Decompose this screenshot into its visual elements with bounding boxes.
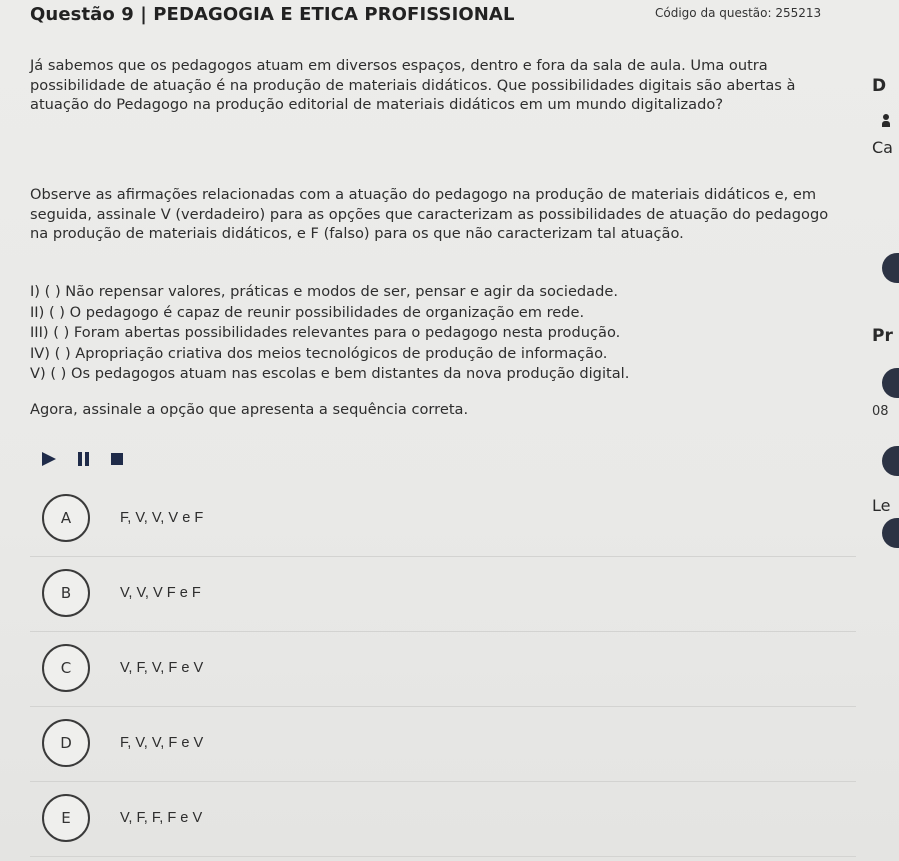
option-text[interactable]: F, V, V, F e V: [120, 735, 204, 751]
statement-item: V) ( ) Os pedagogos atuam nas escolas e bem distantes da nova produção digital.: [30, 365, 630, 382]
side-pill-button[interactable]: [882, 446, 899, 476]
option-c[interactable]: [30, 632, 856, 707]
option-letter-circle[interactable]: C: [42, 644, 90, 692]
question-header: [30, 4, 860, 28]
audio-controls: [42, 450, 123, 468]
option-a[interactable]: [30, 482, 856, 557]
option-text[interactable]: V, F, V, F e V: [120, 660, 204, 676]
side-text-le: Le: [872, 496, 891, 515]
option-letter-circle[interactable]: A: [42, 494, 90, 542]
answer-options: [30, 482, 856, 857]
question-intro: Já sabemos que os pedagogos atuam em diversos espaços, dentro e fora da sala de aula. Uma outra possibilidade de atuação é na produção de materiais didáticos. Que possibilidades digitais são abertas à atuação do Pedagogo na produção editorial de materiais didáticos em um mundo digitalizado?: [30, 57, 796, 113]
side-text-pr: Pr: [872, 326, 893, 346]
option-text[interactable]: F, V, V, V e F: [120, 510, 204, 526]
side-text-ca: Ca: [872, 138, 893, 157]
question-title: Questão 9 | PEDAGOGIA E ETICA PROFISSIONAL: [30, 4, 515, 25]
option-e[interactable]: [30, 782, 856, 857]
option-text[interactable]: V, V, V F e F: [120, 585, 201, 601]
statement-item: II) ( ) O pedagogo é capaz de reunir possibilidades de organização em rede.: [30, 303, 585, 321]
side-pill-button[interactable]: [882, 368, 899, 398]
statement-list: [30, 282, 840, 385]
question-prompt: Agora, assinale a opção que apresenta a sequência correta.: [30, 401, 469, 418]
side-pill-button[interactable]: [882, 253, 899, 283]
statement-item: III) ( ) Foram abertas possibilidades relevantes para o pedagogo nesta produção.: [30, 324, 621, 341]
option-b[interactable]: [30, 557, 856, 632]
option-letter-circle[interactable]: D: [42, 719, 90, 767]
statement-item: I) ( ) Não repensar valores, práticas e modos de ser, pensar e agir da sociedade.: [30, 283, 619, 300]
pause-icon[interactable]: [78, 452, 89, 466]
side-text-d: D: [872, 76, 887, 96]
side-text-08: 08: [872, 404, 889, 419]
right-side-panel: [862, 0, 899, 861]
question-code: Código da questão: 255213: [655, 6, 822, 20]
option-letter-circle[interactable]: E: [42, 794, 90, 842]
option-letter-circle[interactable]: B: [42, 569, 90, 617]
stop-icon[interactable]: [111, 453, 123, 465]
statement-item: IV) ( ) Apropriação criativa dos meios tecnológicos de produção de informação.: [30, 344, 608, 362]
play-icon[interactable]: [42, 452, 56, 466]
question-instruction: Observe as afirmações relacionadas com a atuação do pedagogo na produção de materiais didáticos e, em seguida, assinale V (verdadeiro) para as opções que caracterizam as possibilidades de atuação do pedagogo na produção de materiais didáticos, e F (falso) para os que não caracterizam tal atuação.: [30, 186, 829, 242]
side-pill-button[interactable]: [882, 518, 899, 548]
option-text[interactable]: V, F, F, F e V: [120, 810, 203, 826]
user-icon: [882, 114, 890, 128]
option-d[interactable]: [30, 707, 856, 782]
